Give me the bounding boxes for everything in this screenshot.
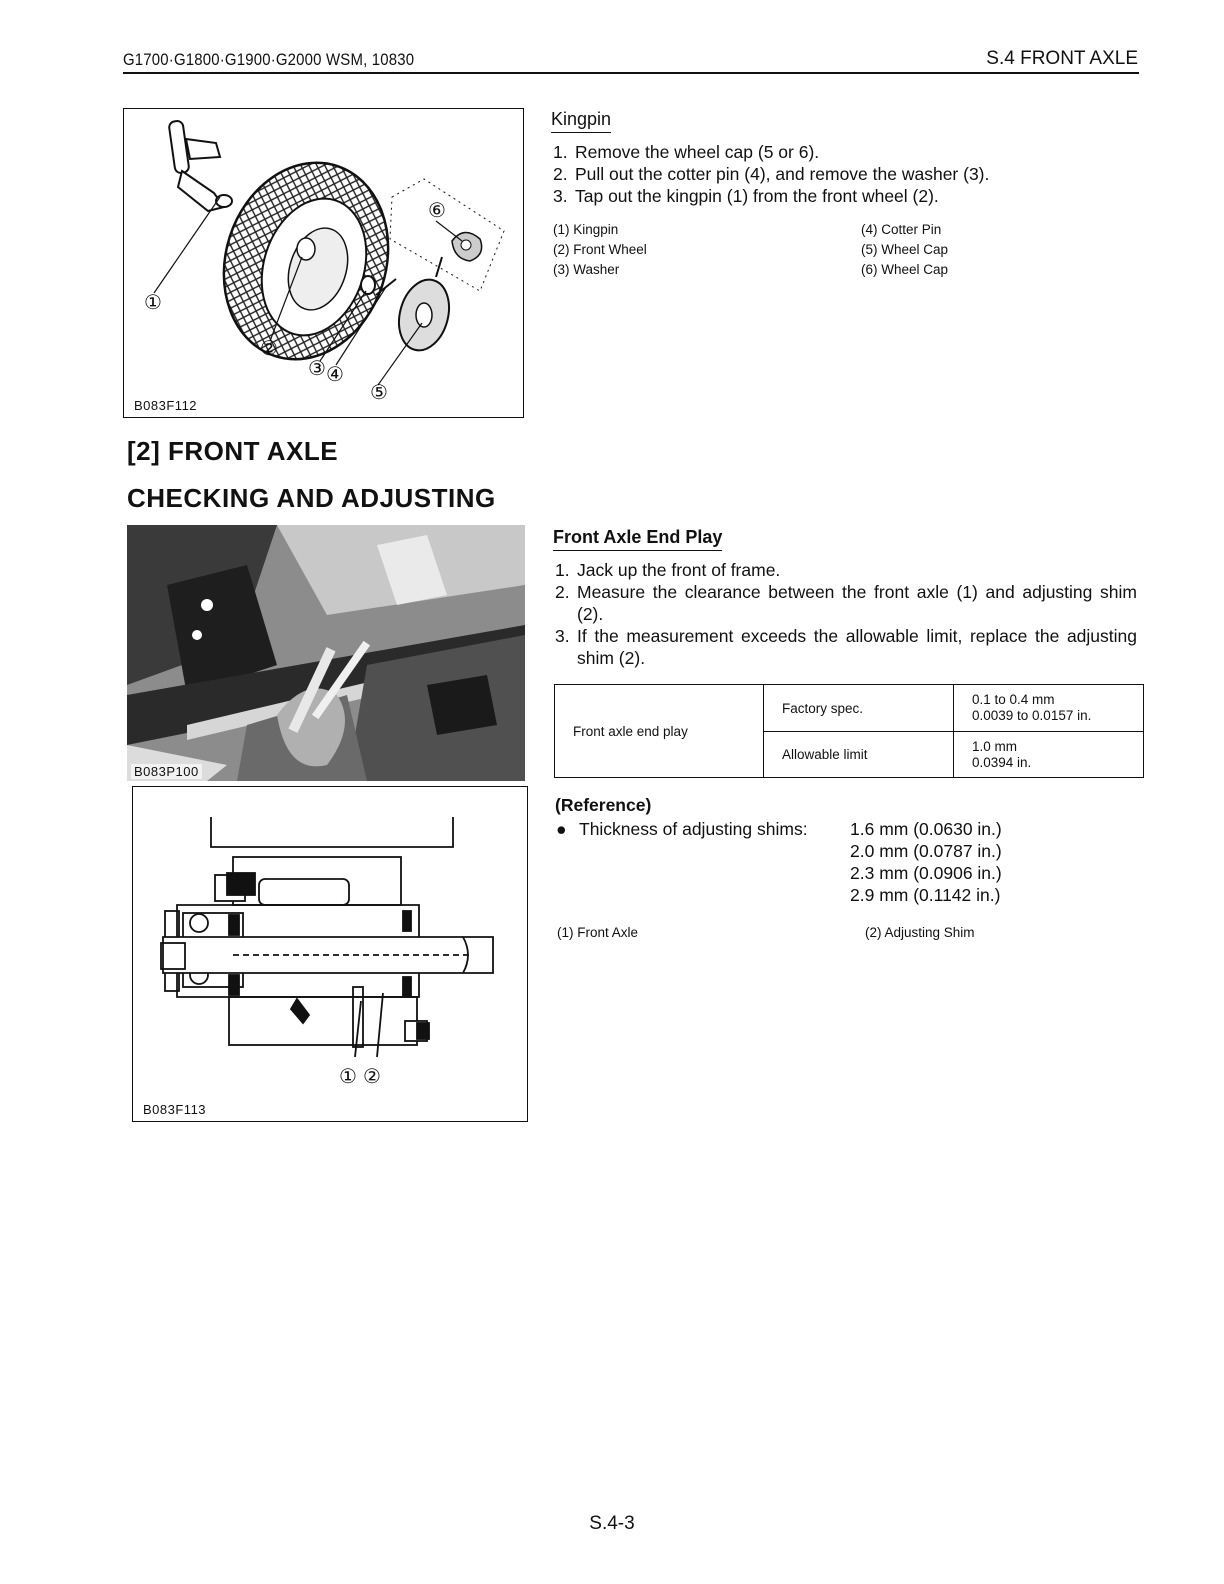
legend-row: (1) Front Axle (2) Adjusting Shim: [557, 925, 975, 940]
spec-table: [554, 684, 1144, 778]
factory-spec-label: Factory spec.: [764, 685, 954, 732]
kingpin-exploded-illustration: [124, 109, 522, 416]
reference-title: (Reference): [555, 795, 652, 815]
allowable-limit-value: 1.0 mm 0.0394 in.: [954, 732, 1144, 778]
kingpin-legend: [553, 220, 1113, 280]
end-play-photo: [127, 525, 525, 781]
step-2: 2. Measure the clearance between the front axle (1) and adjusting shim (2).: [555, 582, 1137, 624]
allowable-limit-label: Allowable limit: [764, 732, 954, 778]
step-2: 2. Pull out the cotter pin (4), and remove the washer (3).: [553, 164, 990, 184]
callout-1: ①: [339, 1064, 357, 1088]
kingpin-title: Kingpin: [551, 109, 611, 133]
callout-1: ①: [144, 290, 162, 314]
step-1: 1. Remove the wheel cap (5 or 6).: [553, 142, 820, 162]
reference-bullet: ●: [556, 819, 567, 839]
figure-caption: B083F113: [143, 1102, 207, 1117]
legend-row: (3) Washer (6) Wheel Cap: [553, 262, 949, 277]
callout-4: ④: [326, 362, 344, 386]
step-3: 3. Tap out the kingpin (1) from the front wheel (2).: [553, 186, 939, 206]
callout-2: ②: [363, 1064, 381, 1088]
section-subtitle: CHECKING AND ADJUSTING: [127, 483, 496, 513]
axle-figure: [132, 786, 528, 1122]
figure-caption: B083F112: [134, 398, 198, 413]
kingpin-steps: [553, 141, 1143, 207]
callout-5: ⑤: [370, 380, 388, 404]
section-title: [2] FRONT AXLE: [127, 436, 339, 466]
axle-photo-illustration: [127, 525, 525, 781]
header-rule: [123, 72, 1139, 74]
header-section-title: S.4 FRONT AXLE: [986, 48, 1138, 69]
reference-label: Thickness of adjusting shims:: [579, 819, 808, 839]
step-3: 3. If the measurement exceeds the allowable limit, replace the adjusting shim (2).: [555, 626, 1137, 668]
legend-row: (1) Kingpin (4) Cotter Pin: [553, 222, 942, 237]
legend-row: (2) Front Wheel (5) Wheel Cap: [553, 242, 949, 257]
photo-caption: B083P100: [131, 764, 202, 779]
end-play-legend: [557, 923, 1117, 943]
spec-item: Front axle end play: [555, 685, 764, 778]
header-manual-code: G1700·G1800·G1900·G2000 WSM, 10830: [123, 50, 415, 69]
shim-thickness: 1.6 mm (0.0630 in.): [850, 819, 1002, 839]
shim-thickness: 2.0 mm (0.0787 in.): [850, 841, 1002, 861]
end-play-title: Front Axle End Play: [553, 527, 722, 551]
callout-2: ②: [260, 336, 278, 360]
factory-spec-value: 0.1 to 0.4 mm 0.0039 to 0.0157 in.: [954, 685, 1144, 732]
shim-thickness: 2.3 mm (0.0906 in.): [850, 863, 1002, 883]
axle-cross-section-diagram: [133, 787, 526, 1120]
callout-3: ③: [308, 356, 326, 380]
end-play-steps: [555, 559, 1137, 669]
page-number: S.4-3: [589, 1513, 635, 1534]
callout-6: ⑥: [428, 198, 446, 222]
reference-values: [850, 818, 1002, 906]
kingpin-figure: [123, 108, 524, 418]
step-1: 1. Jack up the front of frame.: [555, 560, 781, 580]
shim-thickness: 2.9 mm (0.1142 in.): [850, 885, 1001, 905]
